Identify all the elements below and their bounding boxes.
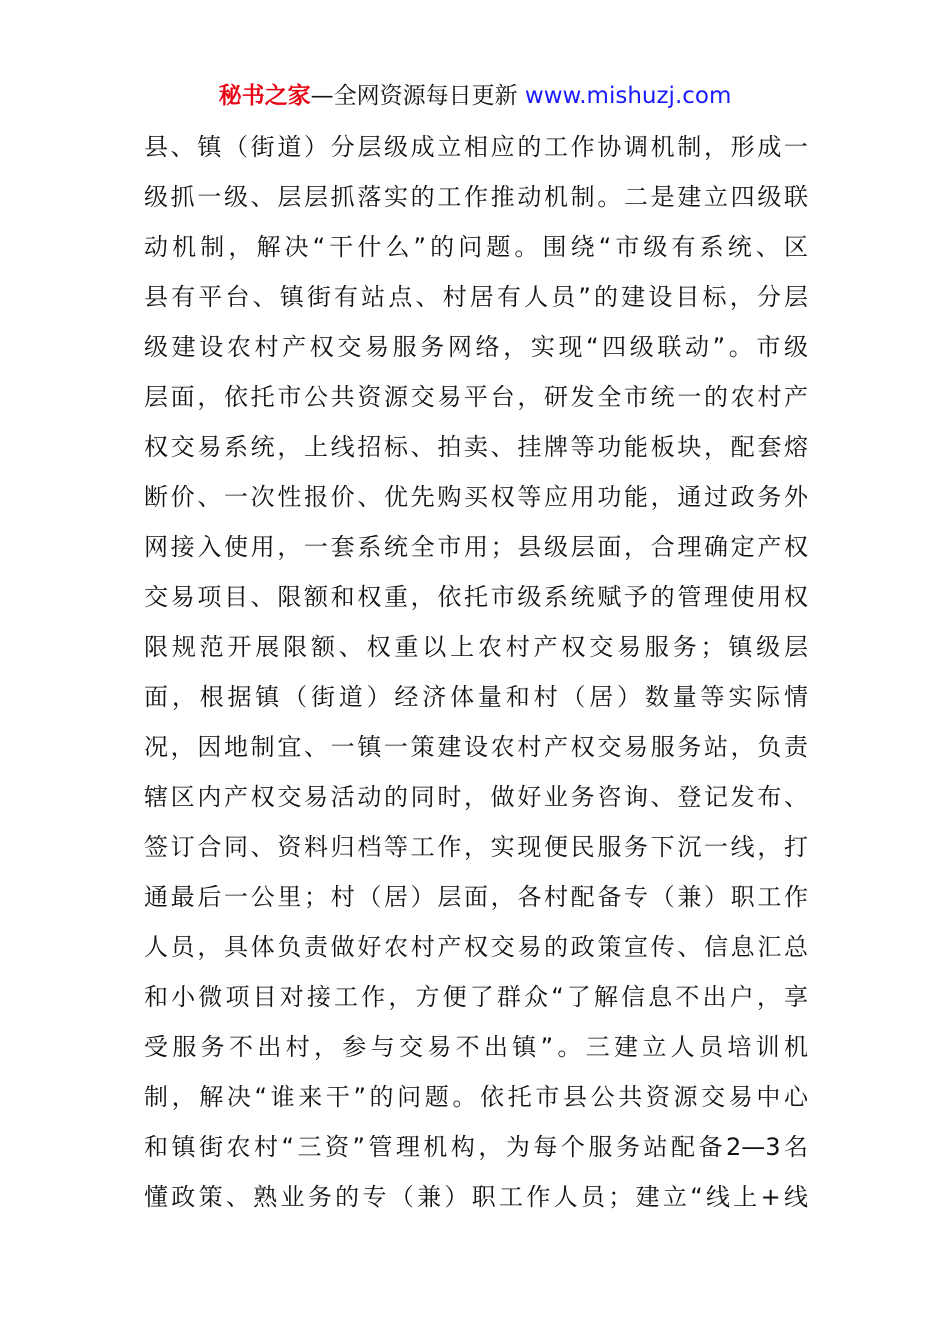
text-line: 级建设农村产权交易服务网络，实现“四级联动”。市级 [144, 333, 808, 361]
text-line: 网接入使用，一套系统全市用；县级层面，合理确定产权 [144, 533, 808, 561]
text-line: 交易项目、限额和权重，依托市级系统赋予的管理使用权 [144, 583, 808, 611]
text-line: 断价、一次性报价、优先购买权等应用功能，通过政务外 [144, 483, 808, 511]
body-paragraph [144, 122, 808, 1222]
site-header [0, 80, 950, 112]
text-line: 通最后一公里；村（居）层面，各村配备专（兼）职工作 [144, 883, 808, 911]
site-url-link[interactable]: www.mishuzj.com [524, 83, 732, 109]
brand-name: 秘书之家 [218, 83, 311, 109]
text-line: 辖区内产权交易活动的同时，做好业务咨询、登记发布、 [144, 783, 808, 811]
text-line: 签订合同、资料归档等工作，实现便民服务下沉一线，打 [144, 833, 808, 861]
text-line: 制，解决“谁来干”的问题。依托市县公共资源交易中心 [144, 1083, 808, 1111]
text-line: 权交易系统，上线招标、拍卖、挂牌等功能板块，配套熔 [144, 433, 808, 461]
header-tagline: —全网资源每日更新 [310, 83, 518, 109]
text-line: 和镇街农村“三资”管理机构，为每个服务站配备2—3名 [144, 1133, 808, 1161]
text-line: 县有平台、镇街有站点、村居有人员”的建设目标，分层 [144, 283, 808, 311]
text-line: 和小微项目对接工作，方便了群众“了解信息不出户，享 [144, 983, 808, 1011]
text-line: 县、镇（街道）分层级成立相应的工作协调机制，形成一 [144, 133, 808, 161]
text-line: 人员，具体负责做好农村产权交易的政策宣传、信息汇总 [144, 933, 808, 961]
text-line: 层面，依托市公共资源交易平台，研发全市统一的农村产 [144, 383, 808, 411]
text-line: 动机制，解决“干什么”的问题。围绕“市级有系统、区 [144, 233, 808, 261]
text-line: 懂政策、熟业务的专（兼）职工作人员；建立“线上+线 [144, 1183, 808, 1211]
text-line: 况，因地制宜、一镇一策建设农村产权交易服务站，负责 [144, 733, 808, 761]
text-line: 级抓一级、层层抓落实的工作推动机制。二是建立四级联 [144, 183, 808, 211]
text-line: 限规范开展限额、权重以上农村产权交易服务；镇级层 [144, 633, 808, 661]
text-line: 受服务不出村，参与交易不出镇”。三建立人员培训机 [144, 1033, 808, 1061]
text-line: 面，根据镇（街道）经济体量和村（居）数量等实际情 [144, 683, 808, 711]
